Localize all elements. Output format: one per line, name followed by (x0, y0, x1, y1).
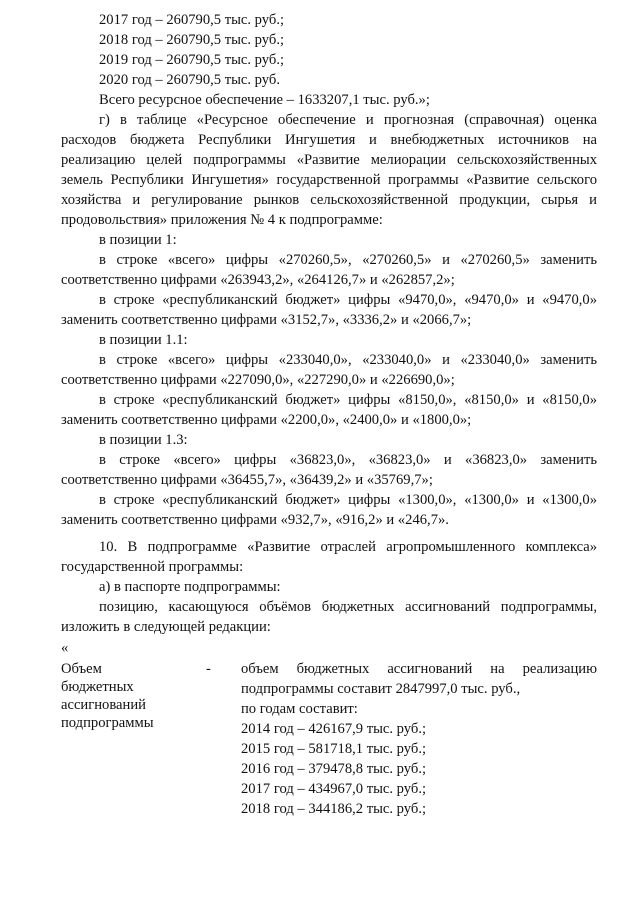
table-left-line-1: Объем (61, 661, 102, 677)
pos11-rb-line-2: заменить соответственно цифрами «2200,0», «2400,0» и «1800,0»; (61, 412, 472, 428)
pos1-vsego-line-1: в строке «всего» цифры «270260,5», «270260,5» и «270260,5» заменить (99, 252, 597, 268)
table-right-line-3: по годам составит: (241, 701, 358, 717)
item-g-line-2: расходов бюджета Республики Ингушетия и внебюджетных источников на (61, 132, 597, 148)
pos13-vsego-line-2: соответственно цифрами «36455,7», «36439,2» и «35769,7»; (61, 472, 433, 488)
table-right-line-2: подпрограммы составит 2847997,0 тыс. руб., (241, 681, 521, 697)
table-year-2017: 2017 год – 434967,0 тыс. руб.; (241, 781, 427, 797)
item-g-line-3: реализацию целей подпрограммы «Развитие мелиорации сельскохозяйственных (61, 152, 597, 168)
pos1-rb-line-2: заменить соответственно цифрами «3152,7», «3336,2» и «2066,7»; (61, 312, 472, 328)
table-year-2016: 2016 год – 379478,8 тыс. руб.; (241, 761, 427, 777)
position-1-1-heading: в позиции 1.1: (99, 332, 188, 348)
position-1-3-heading: в позиции 1.3: (99, 432, 188, 448)
pos11-vsego-line-1: в строке «всего» цифры «233040,0», «233040,0» и «233040,0» заменить (99, 352, 597, 368)
table-year-2015: 2015 год – 581718,1 тыс. руб.; (241, 741, 427, 757)
item-g-line-6: продовольствия» приложения № 4 к подпрограмме: (61, 212, 383, 228)
position-text-line-1: позицию, касающуюся объёмов бюджетных ассигнований подпрограммы, (99, 599, 597, 615)
pos1-vsego-line-2: соответственно цифрами «263943,2», «264126,7» и «262857,2»; (61, 272, 455, 288)
year-line-2020: 2020 год – 260790,5 тыс. руб. (99, 72, 280, 88)
position-text-line-2: изложить в следующей редакции: (61, 619, 271, 635)
pos13-rb-line-2: заменить соответственно цифрами «932,7», «916,2» и «246,7». (61, 512, 449, 528)
table-left-cell (61, 660, 181, 732)
table-year-2018: 2018 год – 344186,2 тыс. руб.; (241, 801, 427, 817)
year-line-2017: 2017 год – 260790,5 тыс. руб.; (99, 12, 285, 28)
item-g-line-4: земель Республики Ингушетия» государственной программы «Развитие сельского (61, 172, 597, 188)
year-line-2019: 2019 год – 260790,5 тыс. руб.; (99, 52, 285, 68)
table-right-line-1: объем бюджетных ассигнований на реализацию (241, 661, 597, 677)
item-a-line: а) в паспорте подпрограммы: (99, 579, 281, 595)
table-dash: - (206, 661, 211, 677)
year-line-2018: 2018 год – 260790,5 тыс. руб.; (99, 32, 285, 48)
item-10-line-2: государственной программы: (61, 559, 244, 575)
pos11-vsego-line-2: соответственно цифрами «227090,0», «227290,0» и «226690,0»; (61, 372, 455, 388)
table-left-line-4: подпрограммы (61, 715, 154, 731)
pos11-rb-line-1: в строке «республиканский бюджет» цифры «8150,0», «8150,0» и «8150,0» (99, 392, 597, 408)
table-year-2014: 2014 год – 426167,9 тыс. руб.; (241, 721, 427, 737)
pos13-vsego-line-1: в строке «всего» цифры «36823,0», «36823,0» и «36823,0» заменить (99, 452, 597, 468)
item-g-line-1: г) в таблице «Ресурсное обеспечение и прогнозная (справочная) оценка (99, 112, 597, 128)
total-resource-line: Всего ресурсное обеспечение – 1633207,1 тыс. руб.»; (99, 92, 430, 108)
position-1-heading: в позиции 1: (99, 232, 177, 248)
opening-quote: « (61, 640, 69, 656)
item-10-line-1: 10. В подпрограмме «Развитие отраслей агропромышленного комплекса» (99, 539, 597, 555)
pos13-rb-line-1: в строке «республиканский бюджет» цифры «1300,0», «1300,0» и «1300,0» (99, 492, 597, 508)
table-left-line-3: ассигнований (61, 697, 146, 713)
item-g-line-5: хозяйства и регулирование рынков сельскохозяйственной продукции, сырья и (61, 192, 597, 208)
pos1-rb-line-1: в строке «республиканский бюджет» цифры «9470,0», «9470,0» и «9470,0» (99, 292, 597, 308)
table-left-line-2: бюджетных (61, 679, 134, 695)
